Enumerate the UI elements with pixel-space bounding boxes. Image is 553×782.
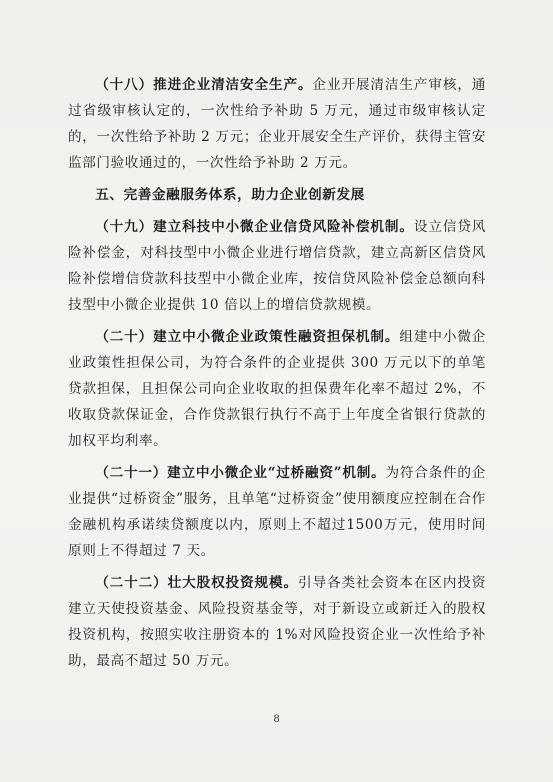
paragraph-20-body: 组建中小微企业政策性担保公司，为符合条件的企业提供 300 万元以下的单笔贷款担保，且担保公司向企业收取的担保费年化率不超过 2%，不收取贷款保证金，合作贷款银行执行不高于上年度全省银行贷款的加权平均利率。: [68, 329, 486, 449]
paragraph-21-lead: （二十一）建立中小微企业“过桥融资”机制。: [95, 465, 386, 481]
paragraph-22: [68, 570, 486, 674]
paragraph-19: [68, 214, 486, 318]
document-body: [68, 72, 486, 680]
paragraph-22-lead: （二十二）壮大股权投资规模。: [95, 575, 298, 591]
paragraph-19-body: 设立信贷风险补偿金，对科技型中小微企业进行增信贷款，建立高新区信贷风险补偿增信贷款科技型中小微企业库，按信贷风险补偿金总额向科技型中小微企业提供 10 倍以上的增信贷款规模。: [68, 219, 487, 313]
paragraph-20: [68, 324, 486, 454]
paragraph-19-lead: （十九）建立科技中小微企业信贷风险补偿机制。: [95, 219, 414, 235]
page-number: 8: [273, 714, 280, 725]
paragraph-21: [68, 460, 486, 564]
section-heading-5: 五、完善金融服务体系，助力企业创新发展: [95, 187, 365, 203]
paragraph-21-body: 为符合条件的企业提供“过桥资金”服务，且单笔“过桥资金”使用额度应控制在合作金融机构承诺续贷额度以内，原则上不超过1500万元，使用时间原则上不得超过 7 天。: [68, 465, 486, 559]
paragraph-18: [68, 72, 486, 176]
paragraph-22-body: 引导各类社会资本在区内投资建立天使投资基金、风险投资基金等，对于新设立或新迁入的股权投资机构，按照实收注册资本的 1%对风险投资企业一次性给予补助，最高不超过 50 万元。: [68, 575, 486, 669]
paragraph-18-lead: （十八）推进企业清洁安全生产。: [95, 77, 313, 93]
paragraph-20-lead: （二十）建立中小微企业政策性融资担保机制。: [95, 329, 400, 345]
paragraph-18-body: 企业开展清洁生产审核，通过省级审核认定的，一次性给予补助 5 万元，通过市级审核认定的，一次性给予补助 2 万元；企业开展安全生产评价，获得主管安监部门验收通过的，一次性给予补助 2 万元。: [68, 77, 486, 171]
